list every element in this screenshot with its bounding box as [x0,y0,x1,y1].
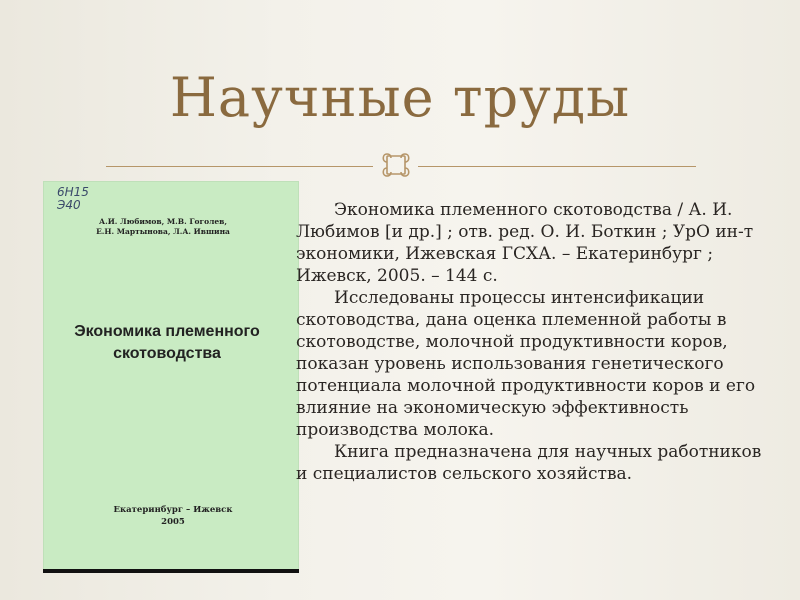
cover-authors-line: А.И. Любимов, М.В. Гоголев, [98,217,227,226]
cover-year: 2005 [161,517,185,527]
bibliographic-record: Экономика племенного скотоводства / А. И. Любимов [и др.] ; отв. ред. О. И. Боткин ; УрО ин-т экономики, Ижевская ГСХА. – Екатеринбург ; Ижевск, 2005. – 144 с. [296,200,754,286]
book-cover-image [43,181,299,573]
title-divider-left [106,166,373,167]
cover-place: Екатеринбург – Ижевск [113,505,233,515]
cover-handwritten-code: 6Н15 Э40 [57,185,89,212]
cover-authors [63,217,263,237]
annotation-paragraph: Исследованы процессы интенсификации скотоводства, дана оценка племенной работы в скотоводстве, молочной продуктивности коров, показан уровень использования генетического потенциала молочной продуктивности коров и его влияние на экономическую эффективность производства молока. [296,288,756,440]
slide-title: Научные труды [169,66,631,129]
audience-paragraph: Книга предназначена для научных работников и специалистов сельского хозяйства. [296,442,762,484]
book-description [296,199,766,485]
title-divider-right [418,166,696,167]
cover-title [51,321,283,365]
cover-title-line: Экономика племенного [74,323,260,340]
cover-title-line: скотоводства [113,345,221,362]
cover-imprint [63,504,283,528]
cover-authors-line: Е.Н. Мартынова, Л.А. Ившина [96,227,230,236]
ornament-icon [381,150,411,180]
